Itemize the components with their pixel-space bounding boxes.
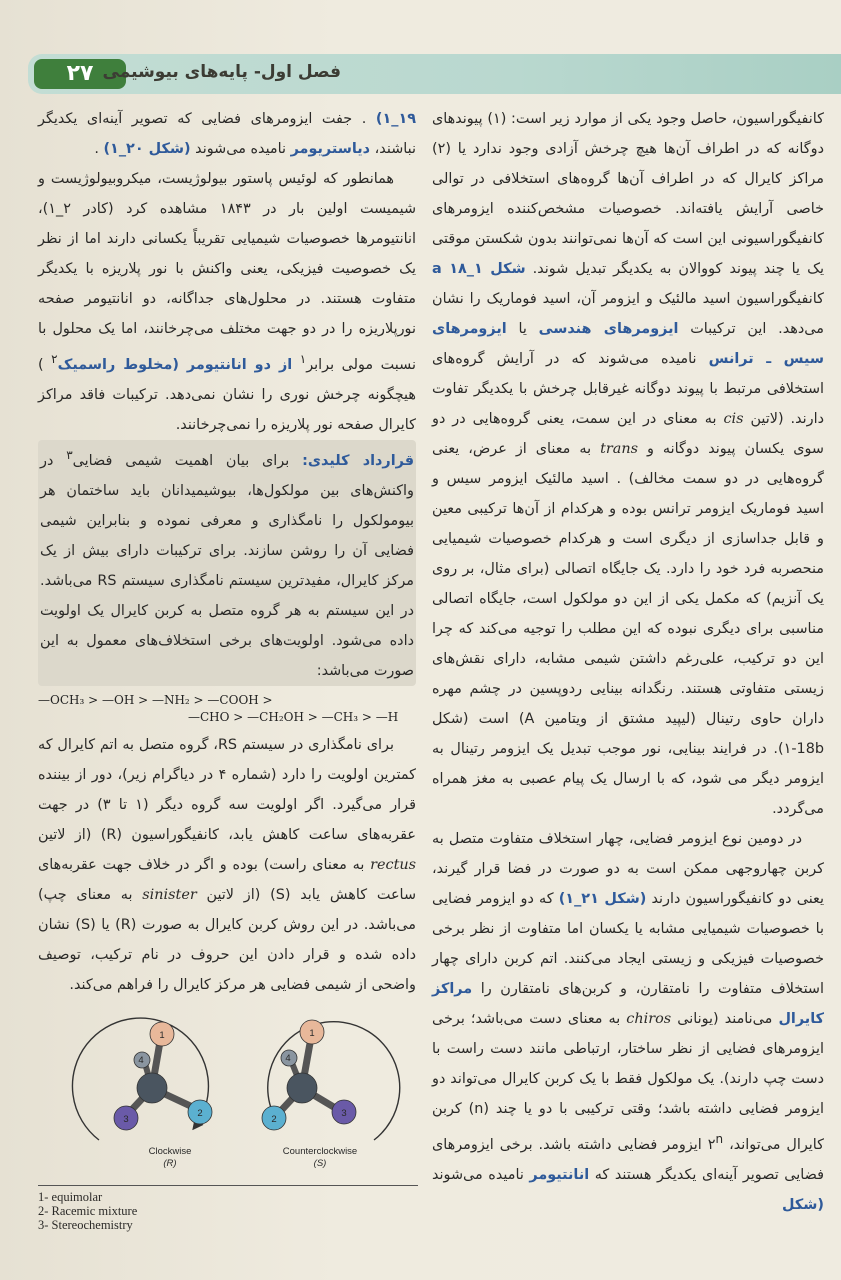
svg-text:3: 3	[341, 1108, 347, 1119]
paragraph: کانفیگوراسیون، حاصل وجود یکی از موارد زیر است: (۱) پیوندهای دوگانه که در اطراف آن‌ها هیچ چرخش آزادی وجود ندارد یا (۲) مراکز کایرال که در اطراف آن‌ها گروه‌های استخلافی در توالی خاصی آرایش یافته‌اند. خصوصیات مشخص‌کننده ایزومرهای کانفیگوراسیونی این است که آن‌ها نمی‌توانند بدون شکستن موقتی یک یا چند پیوند کووالان به یکدیگر تبدیل شوند. شکل a ۱۸_۱ کانفیگوراسیون اسید مالئیک و ایزومر آن، اسید فوماریک را نشان می‌دهد. این ترکیبات ایزومرهای هندسی یا ایزومرهای سیس ـ ترانس نامیده می‌شوند که در آرایش گروه‌های استخلافی مرتبط با پیوند دوگانه غیرقابل چرخش با یکدیگر تفاوت دارند. (لاتین cis به معنای در این سمت، یعنی گروه‌هایی در دو سوی یکسان پیوند دوگانه و trans به معنای از عرض، یعنی گروه‌هایی در دو سمت مخالف) . اسید مالئیک ایزومر سیس و اسید فوماریک ایزومر ترانس بوده و هرکدام از آن‌ها ترکیبی معین و قابل جداسازی از دیگری است و هرکدام خصوصیات شیمیایی منحصربه فرد خود را دارد. یک جایگاه اتصالی (برای مثال، بر روی یک آنزیم) که مکمل یکی از این دو مولکول است، جایگاه اتصالی مناسبی برای دیگری نبوده که این مطلب را توجیه می‌کند که چرا این دو ترکیب، علی‌رغم داشتن شیمی مشابه، دارای نقش‌های زیستی متفاوتی هستند. رنگدانه بینایی ردوپسین در چشم مهره داران حاوی رتینال (لیپید مشتق از ویتامین A) است (شکل 18b‏‏‏-۱). در فرایند بینایی، نور موجب تبدیل یک ایزومر رتینال به ایزومر دیگر می شود، که با ارسال یک پیام عصبی به مغز همراه می‌گردد.	[432, 111, 825, 817]
svg-text:1: 1	[309, 1028, 315, 1039]
counterclockwise-caption: Counterclockwise	[282, 1146, 358, 1157]
page-header	[28, 54, 841, 94]
svg-text:(R): (R)	[163, 1158, 177, 1169]
footnotes	[38, 1185, 418, 1232]
priority-formula: —OCH₃ > —OH > —NH₂ > —COOH > —CHO > —CH₂OH > —CH₃ > —H	[38, 692, 399, 724]
svg-text:1: 1	[159, 1030, 165, 1041]
footnote: 2- Racemic mixture	[38, 1204, 138, 1218]
svg-text:2: 2	[197, 1108, 203, 1119]
key-term: ایزومرهای سیس ـ ترانس	[432, 321, 825, 367]
key-term: از دو انانتیومر (مخلوط راسمیک	[57, 356, 293, 373]
chiral-carbon-atom	[287, 1073, 317, 1103]
paragraph: همانطور که لوئیس پاستور بیولوژیست، میکروبیولوژیست و شیمیست اولین بار در ۱۸۴۳ مشاهده کرد (کادر ۲_۱)، انانتیومرها خصوصیات شیمیایی تقریباً یکسانی دارند اما از نظر یک خصوصیت فیزیکی، یعنی واکنش با نور پلاریزه با یکدیگر متفاوت هستند. در محلول‌های جداگانه، دو انانتیومر صفحه نورپلاریزه را در دو جهت مختلف می‌چرخانند، اما یک محلول با نسبت مولی برابر$^۱$ از دو انانتیومر (مخلوط راسمیک$^۲$ ) هیچگونه چرخش نوری را نشان نمی‌دهد. ترکیبات فاقد مراکز کایرال صفحه نور پلاریزه را نمی‌چرخانند.	[38, 171, 416, 433]
page-number: ۲۷	[34, 59, 126, 89]
figure-reference: (شکل ۲۱_۱)	[558, 891, 647, 907]
clockwise-caption: Clockwise	[148, 1146, 192, 1157]
svg-text:4: 4	[138, 1055, 144, 1066]
paragraph: برای نامگذاری در سیستم RS، گروه متصل به اتم کایرال که کمترین اولویت را دارد (شماره ۴ در دیاگرام زیر)، دور از بیننده قرار می‌گیرد. اگر اولویت سه گروه دیگر (۱ تا ۳) در جهت عقربه‌های ساعت کاهش یابد، کانفیگوراسیون (R) (از لاتین rectus به معنای راست) بوده و اگر در خلاف جهت عقربه‌های ساعت کاهش یابد (S) (از لاتین sinister به معنای چپ) می‌باشد. در این روش کربن کایرال به صورت (R) یا (S) نشان داده شده و قرار دادن این حروف در نام ترکیب، توصیف واضحی از شیمی فضایی هر مرکز کایرال را فراهم می‌کند.	[38, 736, 417, 993]
figure-reference: ۱۹_۱)	[375, 111, 417, 127]
key-term: انانتیومر	[529, 1166, 590, 1183]
svg-text:2: 2	[271, 1114, 277, 1125]
counterclockwise-arrow	[268, 1022, 400, 1140]
chiral-carbon-atom	[137, 1073, 167, 1103]
paragraph: در دومین نوع ایزومر فضایی، چهار استخلاف متفاوت متصل به کربن چهاروجهی ممکن است به دو صورت در فضا قرار گیرند، یعنی دو کانفیگوراسیون دارند (شکل ۲۱_۱) که دو ایزومر فضایی با خصوصیات شیمیایی مشابه یا یکسان اما متفاوت از نظر برخی خصوصیات فیزیکی و زیستی ایجاد می‌کنند. اتم کربن دارای چهار استخلاف متفاوت را نامتقارن، و کربن‌های نامتقارن را مراکز کایرال می‌نامند (یونانی chiros به معنای دست می‌باشد؛ برخی ایزومرهای فضایی از نظر ساختار، ارتباطی مانند دست راست با دست چپ دارند). یک مولکول فقط با یک کربن کایرال می‌تواند دو ایزومر فضایی داشته باشد؛ وقتی ترکیبی با دو یا چند (n) کربن کایرال می‌تواند، ۲$^n$ ایزومر فضایی داشته باشد. برخی ایزومرهای فضایی تصویر آینه‌ای یکدیگر هستند که انانتیومر نامیده می‌شوند (شکل	[432, 831, 825, 1213]
key-term: دیاستریومر	[290, 141, 371, 157]
paragraph: ۱۹_۱) . جفت ایزومرهای فضایی که تصویر آینه‌ای یکدیگر نباشند، دیاستریومر نامیده می‌شوند (شکل ۲۰_۱) .	[38, 111, 417, 157]
right-column	[432, 104, 824, 1220]
counterclockwise-molecule	[262, 1020, 400, 1169]
clockwise-molecule	[72, 1018, 212, 1169]
figure-reference: شکل a ۱۸_۱	[432, 261, 526, 277]
left-column	[38, 104, 416, 1000]
chapter-title: فصل اول- پایه‌های بیوشیمی	[102, 62, 341, 82]
key-term: ایزومرهای هندسی	[538, 321, 679, 337]
rs-configuration-figure	[44, 1008, 416, 1184]
key-term: مراکز کایرال	[432, 981, 824, 1027]
box-label: قرارداد کلیدی:	[302, 452, 414, 469]
footnote: 3- Stereochemistry	[38, 1218, 133, 1232]
figure-reference: (شکل ۲۰_۱)	[103, 141, 191, 157]
svg-text:4: 4	[285, 1053, 291, 1064]
figure-reference: (شکل	[782, 1196, 824, 1213]
footnote: 1- equimolar	[38, 1190, 103, 1204]
key-convention-box: قرارداد کلیدی: برای بیان اهمیت شیمی فضایی$^۳$ در واکنش‌های بین مولکول‌ها، بیوشیمیدانان باید ساختمان هر بیومولکول را نامگذاری و معرفی نموده و بنابراین شیمی فضایی آن را روشن سازند. برای ترکیبات دارای بیش از یک مرکز کایرال، مفیدترین سیستم نامگذاری سیستم RS می‌باشد. در این سیستم به هر گروه متصل به کربن کایرال یک اولویت داده می‌شود. اولویت‌های برخی استخلاف‌های معمول به این صورت می‌باشد:	[38, 440, 416, 686]
svg-text:(S): (S)	[313, 1158, 327, 1169]
svg-text:3: 3	[123, 1114, 129, 1125]
